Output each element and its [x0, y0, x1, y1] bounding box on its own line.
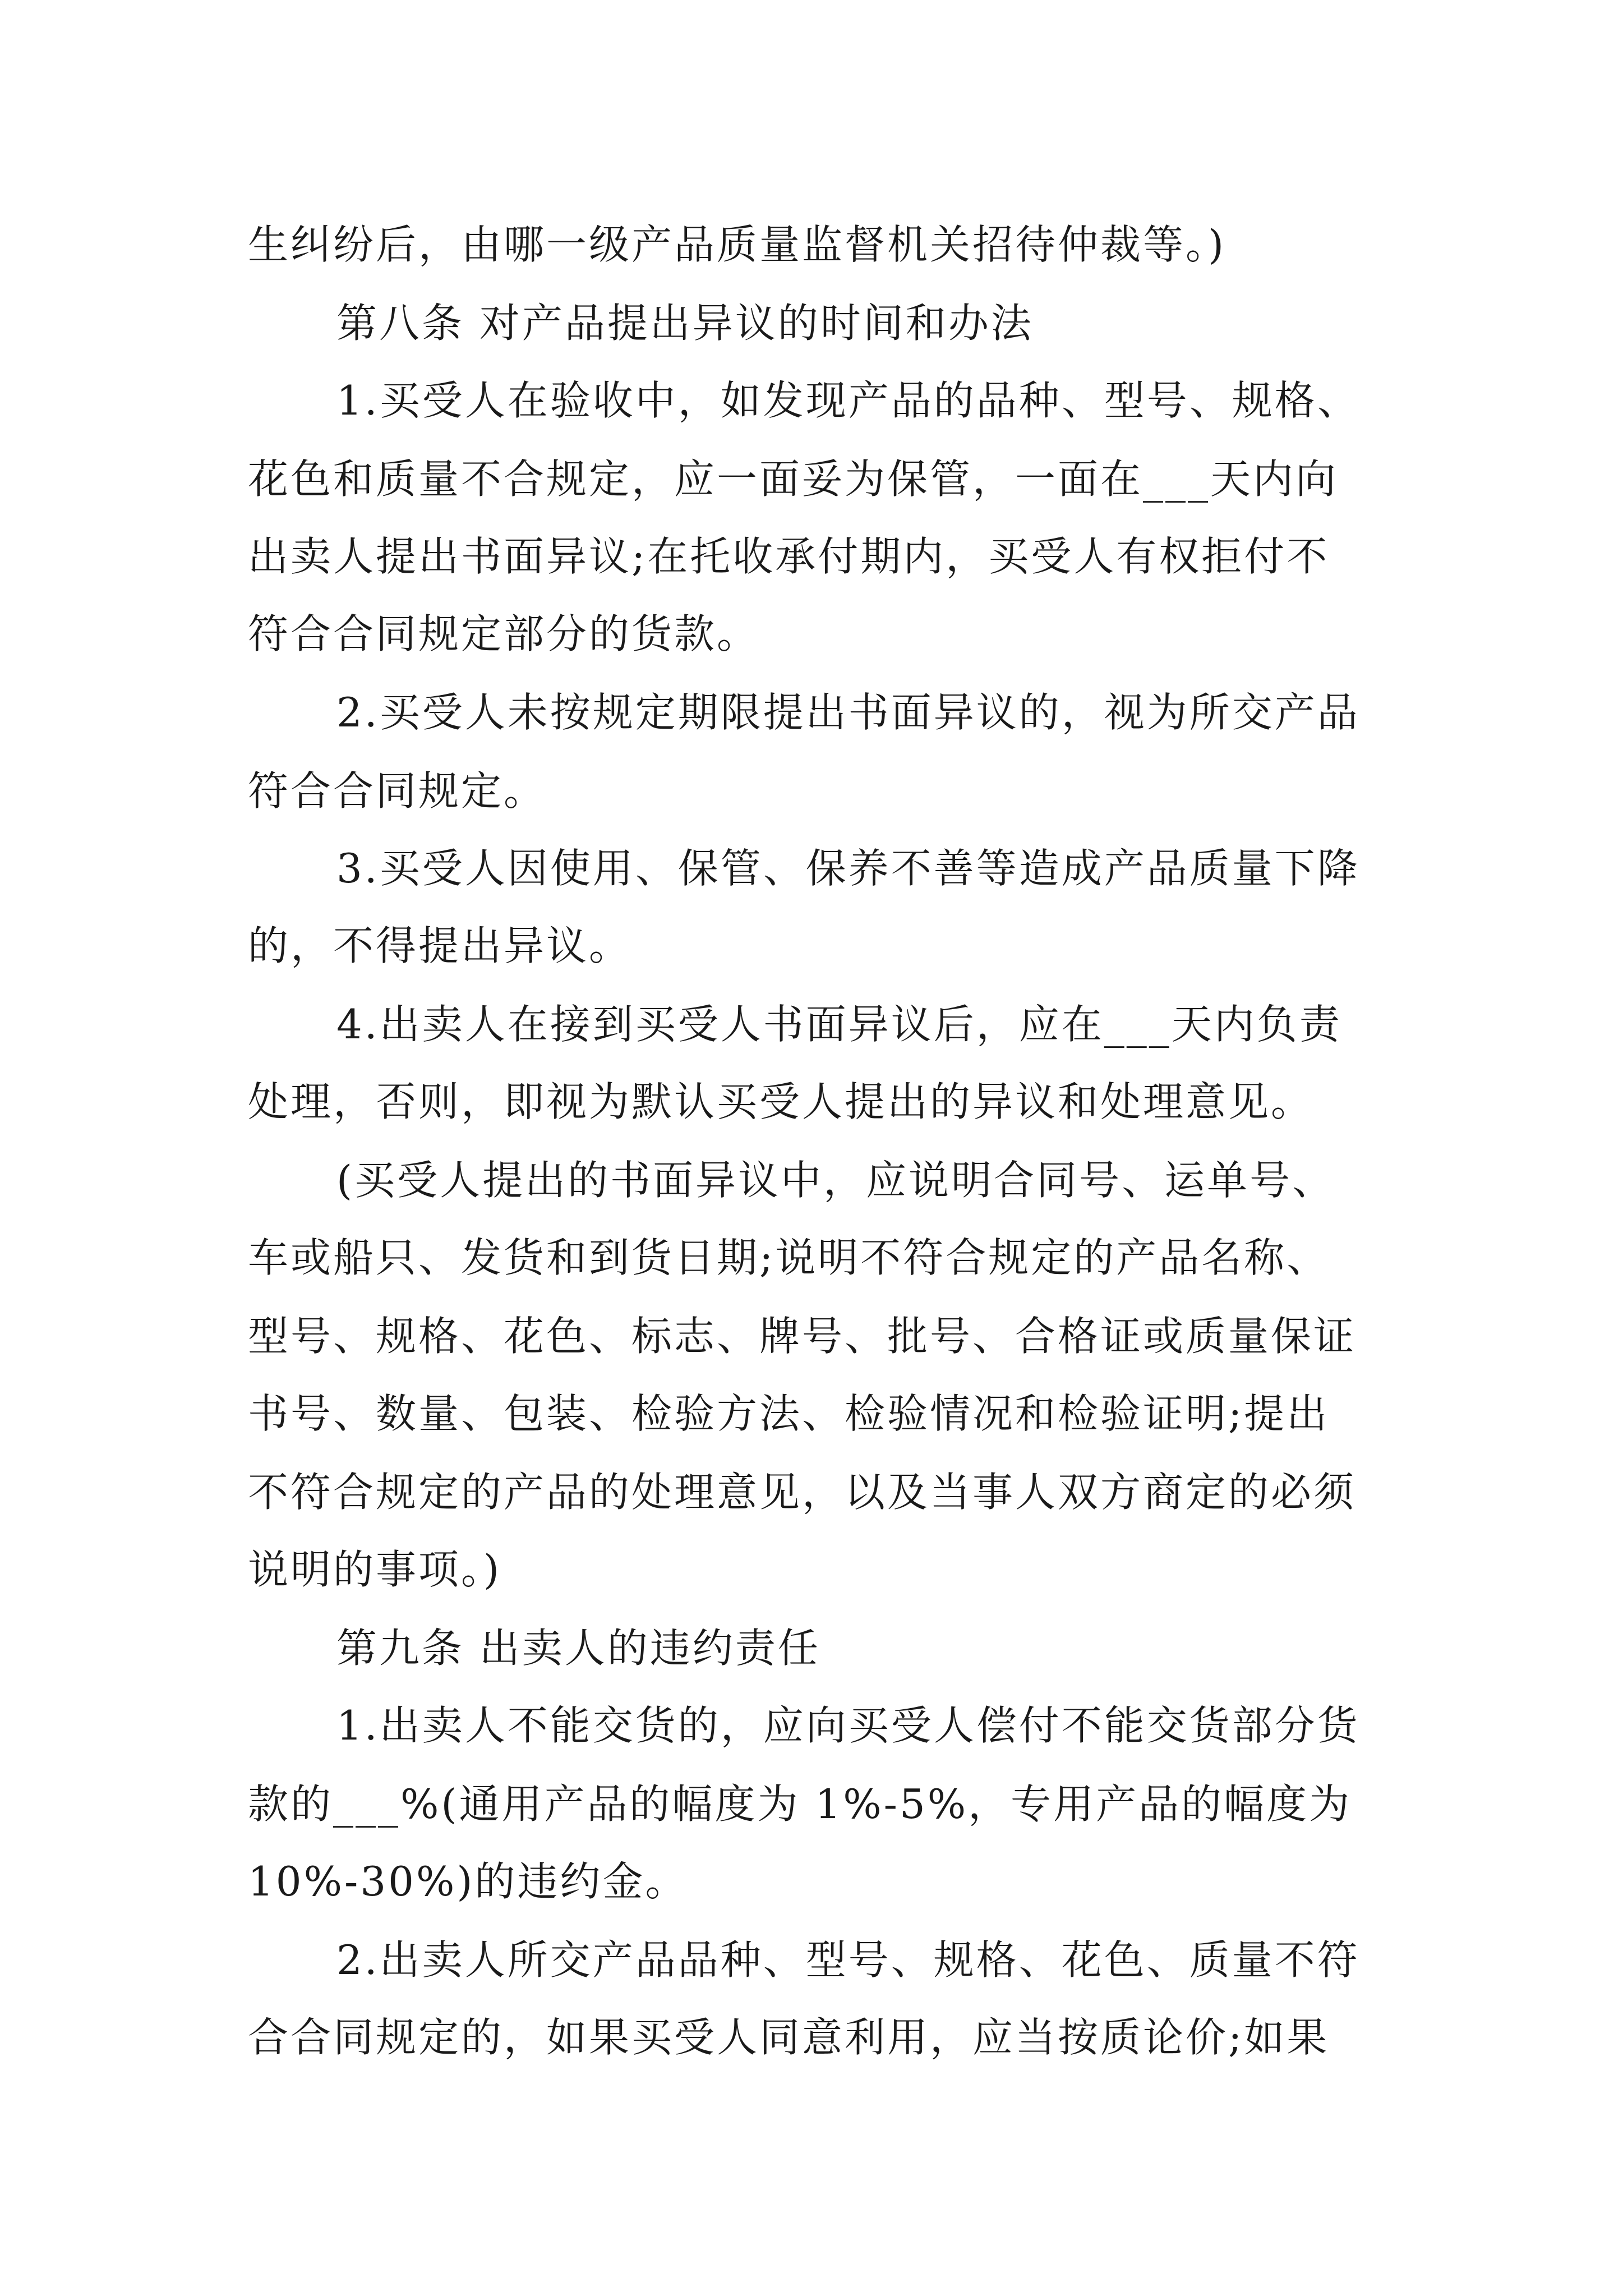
text-line: 花色和质量不合规定，应一面妥为保管，一面在___天内向: [248, 455, 1339, 503]
text-line: 3.买受人因使用、保管、保养不善等造成产品质量下降: [336, 845, 1360, 892]
text-line: 合合同规定的，如果买受人同意利用，应当按质论价;如果: [248, 2014, 1330, 2061]
text-line: 车或船只、发货和到货日期;说明不符合规定的产品名称、: [248, 1234, 1330, 1281]
text-line: 生纠纷后，由哪一级产品质量监督机关招待仲裁等。): [248, 221, 1227, 268]
text-line: 2.买受人未按规定期限提出书面异议的，视为所交产品: [336, 689, 1360, 736]
text-line: 书号、数量、包装、检验方法、检验情况和检验证明;提出: [248, 1390, 1330, 1437]
text-line: 4.出卖人在接到买受人书面异议后，应在___天内负责: [336, 1001, 1342, 1048]
text-line: 10%-30%)的违约金。: [248, 1858, 688, 1905]
text-line: 1.出卖人不能交货的，应向买受人偿付不能交货部分货: [336, 1702, 1360, 1749]
text-line: 不符合规定的产品的处理意见，以及当事人双方商定的必须: [248, 1469, 1357, 1516]
text-line: 款的___%(通用产品的幅度为 1%-5%，专用产品的幅度为: [248, 1780, 1352, 1828]
text-line: 2.出卖人所交产品品种、型号、规格、花色、质量不符: [336, 1936, 1360, 1984]
text-line: 的，不得提出异议。: [248, 922, 632, 969]
text-line: 出卖人提出书面异议;在托收承付期内，买受人有权拒付不: [248, 533, 1330, 580]
text-line: 符合合同规定部分的货款。: [248, 610, 760, 657]
text-line: 型号、规格、花色、标志、牌号、批号、合格证或质量保证: [248, 1313, 1357, 1360]
text-line: 处理，否则，即视为默认买受人提出的异议和处理意见。: [248, 1078, 1314, 1125]
section-heading-article-8: 第八条 对产品提出异议的时间和办法: [336, 300, 1034, 347]
text-line: (买受人提出的书面异议中，应说明合同号、运单号、: [336, 1157, 1335, 1204]
text-line: 说明的事项。): [248, 1546, 502, 1593]
section-heading-article-9: 第九条 出卖人的违约责任: [336, 1625, 820, 1672]
text-line: 符合合同规定。: [248, 767, 547, 815]
text-line: 1.买受人在验收中，如发现产品的品种、型号、规格、: [336, 377, 1360, 424]
